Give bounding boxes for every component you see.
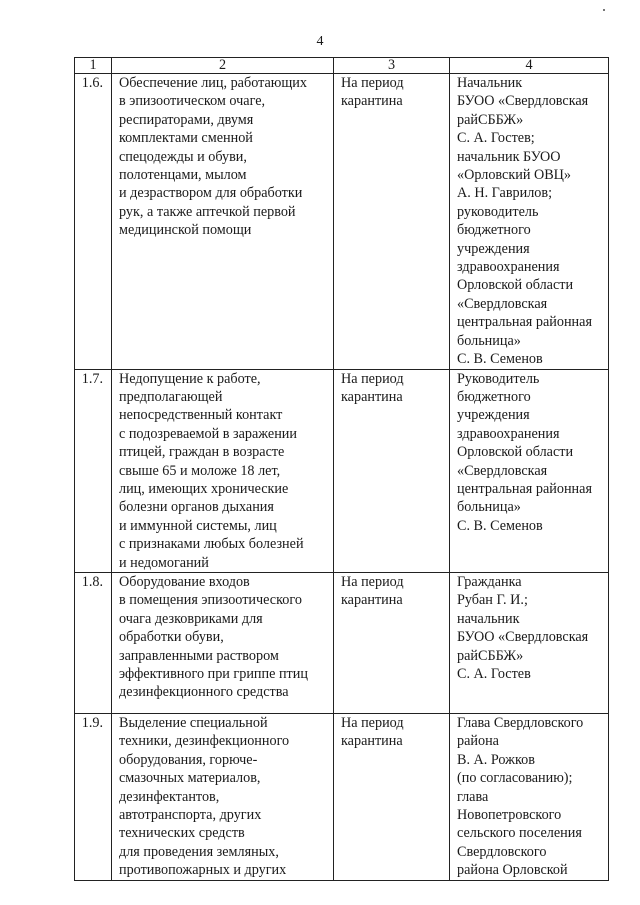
responsible-line: «Свердловская — [457, 462, 548, 479]
row-number: 1.9. — [75, 713, 112, 880]
responsible-line: начальник — [457, 610, 520, 627]
responsible-line: (по согласованию); — [457, 770, 573, 787]
row-number: 1.8. — [75, 572, 112, 713]
measure-line: лиц, имеющих хронические — [119, 480, 289, 497]
measure-line: свыше 65 и моложе 18 лет, — [119, 462, 281, 479]
period-line: На период — [341, 370, 404, 387]
responsible-line: С. В. Семенов — [457, 517, 543, 534]
measure-line: и недомоганий — [119, 554, 209, 571]
responsible-line: учреждения — [457, 407, 530, 424]
measure-line: обработки обуви, — [119, 629, 224, 646]
period-line: карантина — [341, 93, 403, 110]
row-number: 1.6. — [75, 74, 112, 370]
responsible-line: БУОО «Свердловская — [457, 629, 589, 646]
measure-line: непосредственный контакт — [119, 407, 283, 424]
measure-line: автотранспорта, других — [119, 807, 262, 823]
header-col-1: 1 — [75, 58, 112, 74]
responsible-line: больница» — [457, 499, 521, 516]
responsible-line: здравоохранения — [457, 259, 560, 276]
measure-line: птицей, граждан в возрасте — [119, 444, 285, 461]
responsible-line: больница» — [457, 332, 521, 349]
measure-line: спецодежды и обуви, — [119, 148, 247, 165]
responsible-line: сельского поселения — [457, 825, 582, 842]
scan-speck — [603, 9, 605, 11]
measures-table — [74, 57, 609, 881]
measure-line: очага дезковриками для — [119, 610, 263, 627]
measure-line: Оборудование входов — [119, 573, 250, 590]
responsible-line: С. А. Гостев; — [457, 130, 535, 147]
measure-cell — [112, 713, 334, 880]
measure-line: эффективного при гриппе птиц — [119, 666, 308, 682]
measure-line: комплектами сменной — [119, 130, 253, 147]
responsible-cell — [450, 369, 609, 572]
responsible-line: глава — [457, 788, 489, 805]
responsible-cell — [450, 572, 609, 713]
responsible-line: учреждения — [457, 240, 530, 257]
measure-line: респираторами, двумя — [119, 111, 254, 128]
responsible-line: Руководитель — [457, 370, 540, 387]
table-row — [75, 572, 609, 713]
responsible-line: Гражданка — [457, 573, 522, 590]
measure-line: и дезраствором для обработки — [119, 185, 303, 202]
measure-line: противопожарных и других — [119, 862, 287, 879]
period-line: На период — [341, 75, 404, 91]
responsible-line: района — [457, 733, 499, 750]
responsible-line: руководитель — [457, 203, 539, 220]
responsible-line: «Свердловская — [457, 295, 548, 312]
measure-line: болезни органов дыхания — [119, 499, 274, 516]
measure-line: Обеспечение лиц, работающих — [119, 75, 307, 91]
responsible-line: райСББЖ» — [457, 647, 524, 664]
measure-line: с признаками любых болезней — [119, 536, 304, 553]
responsible-line: БУОО «Свердловская — [457, 93, 589, 110]
responsible-cell — [450, 713, 609, 880]
measure-line: для проведения земляных, — [119, 843, 279, 860]
row-number: 1.7. — [75, 369, 112, 572]
table-header-row — [75, 58, 609, 74]
measure-line: в помещения эпизоотического — [119, 592, 302, 609]
responsible-line: «Орловский ОВЦ» — [457, 167, 572, 184]
table-row — [75, 713, 609, 880]
measure-line: Выделение специальной — [119, 714, 268, 731]
header-col-2: 2 — [112, 58, 334, 74]
responsible-line: Глава Свердловского — [457, 714, 584, 731]
period-cell — [334, 713, 450, 880]
period-line: На период — [341, 714, 404, 731]
measure-line: техники, дезинфекционного — [119, 733, 290, 750]
responsible-line: центральная районная — [457, 314, 592, 331]
measure-line: заправленными раствором — [119, 647, 279, 664]
period-line: На период — [341, 573, 404, 590]
responsible-line: центральная районная — [457, 480, 592, 497]
responsible-line: бюджетного — [457, 388, 531, 405]
responsible-line: С. А. Гостев — [457, 666, 531, 682]
responsible-line: Свердловского — [457, 843, 547, 860]
responsible-line: здравоохранения — [457, 425, 560, 442]
responsible-cell — [450, 74, 609, 370]
period-line: карантина — [341, 733, 403, 750]
measure-line: Недопущение к работе, — [119, 370, 261, 387]
responsible-line: Рубан Г. И.; — [457, 592, 528, 609]
measure-line: технических средств — [119, 825, 245, 842]
responsible-line: Новопетровского — [457, 807, 562, 823]
responsible-line: Орловской области — [457, 444, 574, 461]
measure-line: медицинской помощи — [119, 222, 252, 239]
header-col-4: 4 — [450, 58, 609, 74]
period-cell — [334, 572, 450, 713]
responsible-line: бюджетного — [457, 222, 531, 239]
measure-cell — [112, 74, 334, 370]
responsible-line: В. А. Рожков — [457, 751, 535, 768]
measure-cell — [112, 572, 334, 713]
header-col-3: 3 — [334, 58, 450, 74]
measure-line: дезинфектантов, — [119, 788, 220, 805]
measure-line: полотенцами, мылом — [119, 167, 247, 184]
measure-line: с подозреваемой в заражении — [119, 425, 297, 442]
page-number: 4 — [316, 34, 324, 49]
period-line: карантина — [341, 388, 403, 405]
responsible-line: Начальник — [457, 75, 523, 91]
period-cell — [334, 74, 450, 370]
responsible-line: Орловской области — [457, 277, 574, 294]
responsible-line: А. Н. Гаврилов; — [457, 185, 553, 202]
measure-line: смазочных материалов, — [119, 770, 261, 787]
measure-line: в эпизоотическом очаге, — [119, 93, 266, 110]
responsible-line: района Орловской — [457, 862, 568, 879]
period-cell — [334, 369, 450, 572]
measure-line: и иммунной системы, лиц — [119, 517, 277, 534]
measure-line: дезинфекционного средства — [119, 684, 289, 701]
measure-line: оборудования, горюче- — [119, 751, 258, 768]
table-row — [75, 74, 609, 370]
measure-cell — [112, 369, 334, 572]
responsible-line: С. В. Семенов — [457, 351, 543, 368]
measure-line: рук, а также аптечкой первой — [119, 203, 296, 220]
period-line: карантина — [341, 592, 403, 609]
table-row — [75, 369, 609, 572]
responsible-line: начальник БУОО — [457, 148, 561, 165]
measure-line: предполагающей — [119, 388, 223, 405]
responsible-line: райСББЖ» — [457, 111, 524, 128]
